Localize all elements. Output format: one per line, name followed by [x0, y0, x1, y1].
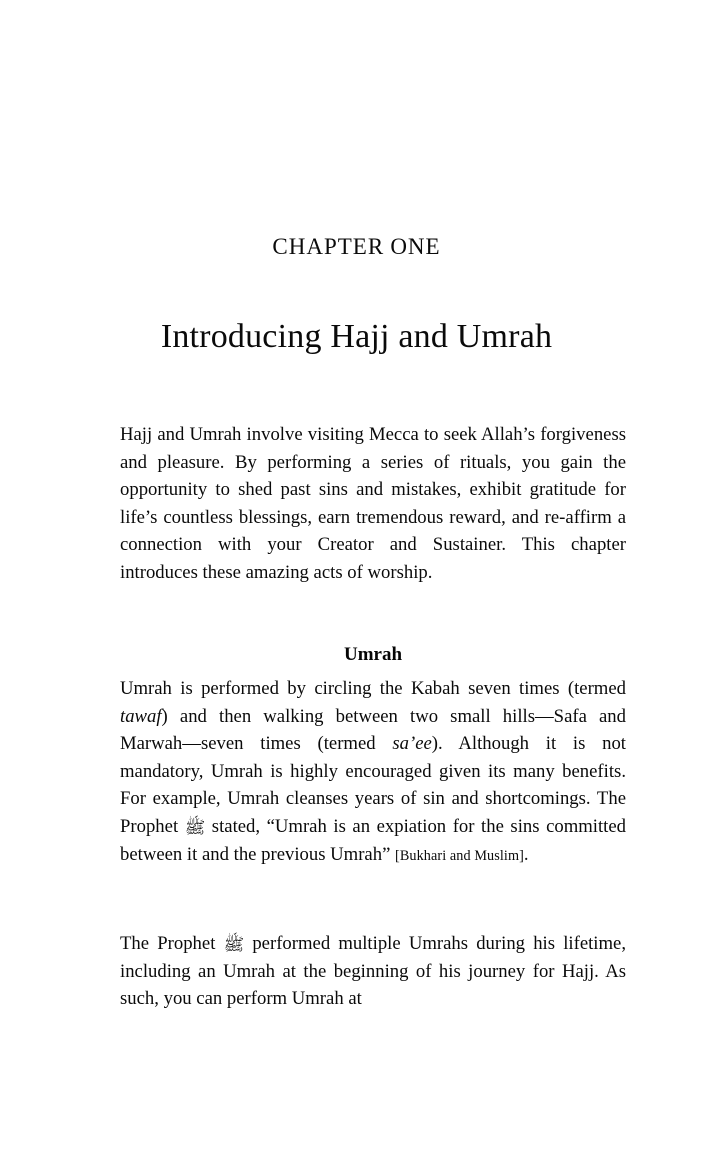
subheading-umrah: Umrah	[343, 644, 403, 665]
term-saee: sa’ee	[392, 733, 432, 755]
paragraph-prophet-segment-2: performed multiple Umrahs during his lifetime, including an Umrah at the beginning of his journey for Hajj. As such, you can perform Umrah at	[120, 933, 626, 1010]
paragraph-umrah-segment-3: ). Although it is not mandatory, Umrah is highly encouraged given its many benefits. For example, Umrah cleanses years of sin and shortcomings. The Prophet	[120, 733, 626, 837]
paragraph-prophet-segment-1: The Prophet	[120, 933, 224, 954]
paragraph-intro: Hajj and Umrah involve visiting Mecca to seek Allah’s forgiveness and pleasure. By performing a series of rituals, you gain the opportunity to shed past sins and mistakes, exhibit gratitude for life’s countless blessings, earn tremendous reward, and re-affirm a connection with your Creator and Sustainer. This chapter introduces these amazing acts of worship.	[120, 424, 626, 583]
paragraph-umrah	[120, 675, 626, 870]
sallallahu-alayhi-wasallam-icon: ﷺ	[184, 817, 206, 838]
paragraph-umrah-segment-5: .	[523, 843, 529, 865]
paragraph-umrah-segment-4: stated, “Umrah is an expiation for the sins committed between it and the previous Umrah”	[120, 815, 626, 865]
sallallahu-alayhi-wasallam-icon: ﷺ	[223, 935, 245, 955]
paragraph-prophet	[120, 930, 626, 1013]
paragraph-umrah-segment-1: Umrah is performed by circling the Kabah seven times (termed	[120, 678, 626, 699]
chapter-label	[0, 234, 713, 259]
chapter-label-word-chapter: CHAPTER	[272, 234, 385, 259]
chapter-label-word-number: ONE	[390, 234, 441, 259]
term-tawaf: tawaf	[120, 705, 162, 727]
paragraph-umrah-segment-2: ) and then walking between two small hills—Safa and Marwah—seven times (termed	[120, 705, 626, 755]
chapter-title: Introducing Hajj and Umrah	[160, 317, 553, 355]
hadith-citation: [Bukhari and Muslim]	[395, 847, 524, 864]
